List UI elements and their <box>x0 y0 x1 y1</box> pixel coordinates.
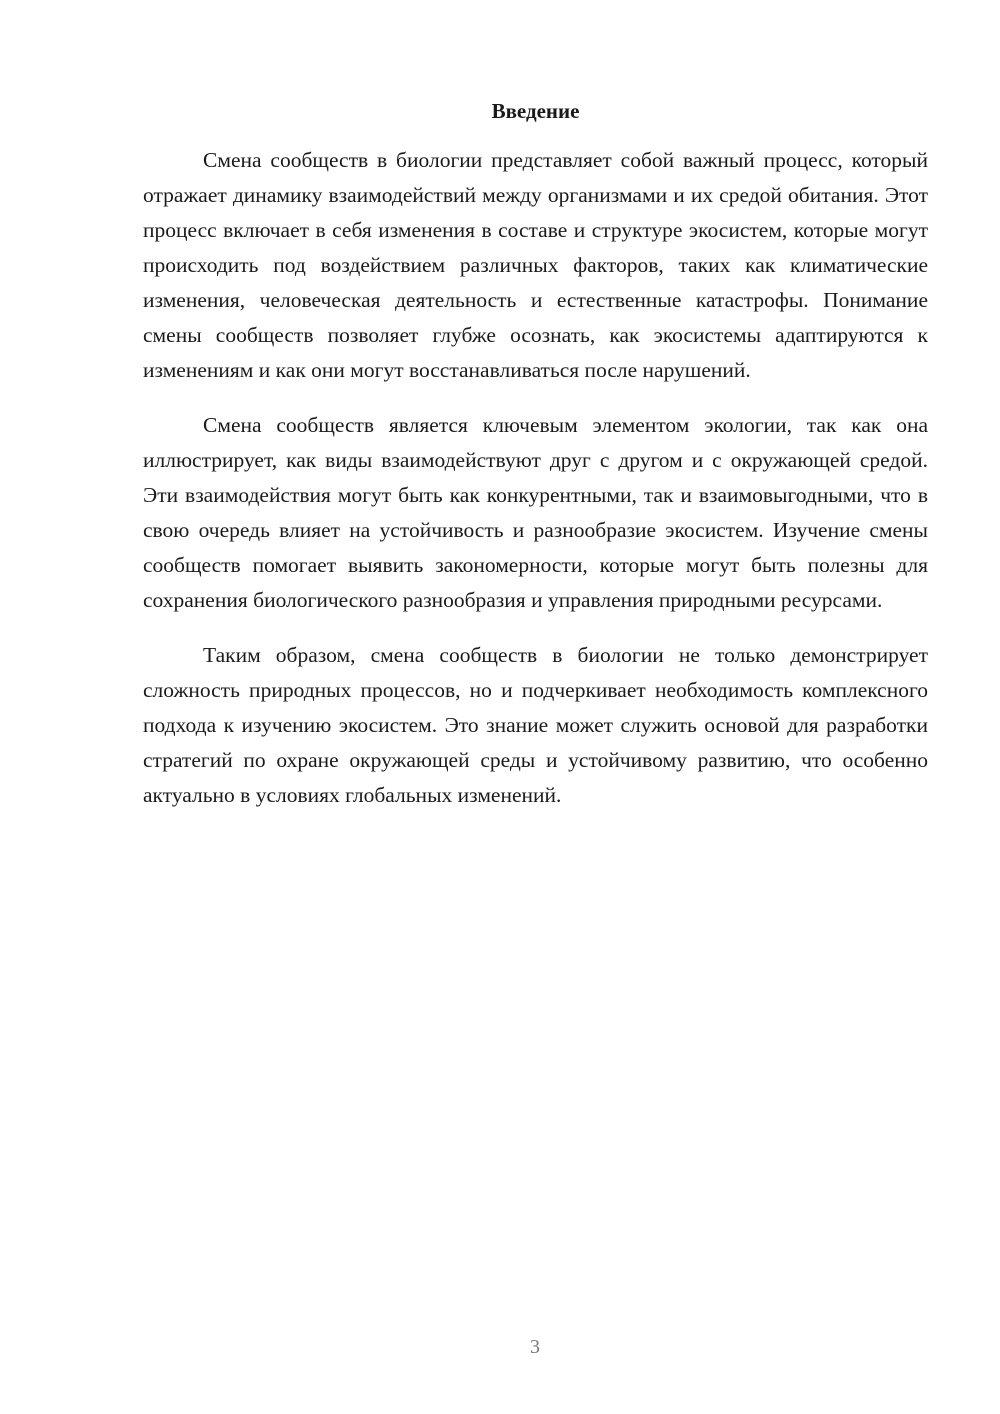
section-heading: Введение <box>491 99 580 123</box>
paragraph-ecology: Смена сообществ является ключевым элементом экологии, так как она иллюстрирует, как виды взаимодействуют друг с другом и с окружающей средой. Эти взаимодействия могут быть как конкурентными, так и взаимовыгодными, что в свою очередь влияет на устойчивость и разнообразие экосистем. Изучение смены сообществ помогает выявить закономерности, которые могут быть полезны для сохранения биологического разнообразия и управления природными ресурсами. <box>143 413 928 612</box>
paragraph-conclusion: Таким образом, смена сообществ в биологии не только демонстрирует сложность природных процессов, но и подчеркивает необходимость комплексного подхода к изучению экосистем. Это знание может служить основой для разработки стратегий по охране окружающей среды и устойчивому развитию, что особенно актуально в условиях глобальных изменений. <box>143 643 928 807</box>
page-number: 3 <box>530 1336 540 1358</box>
paragraph-intro: Смена сообществ в биологии представляет собой важный процесс, который отражает динамику взаимодействий между организмами и их средой обитания. Этот процесс включает в себя изменения в составе и структуре экосистем, которые могут происходить под воздействием различных факторов, таких как климатические изменения, человеческая деятельность и естественные катастрофы. Понимание смены сообществ позволяет глубже осознать, как экосистемы адаптируются к изменениям и как они могут восстанавливаться после нарушений. <box>143 148 928 382</box>
body-text <box>143 143 928 833</box>
